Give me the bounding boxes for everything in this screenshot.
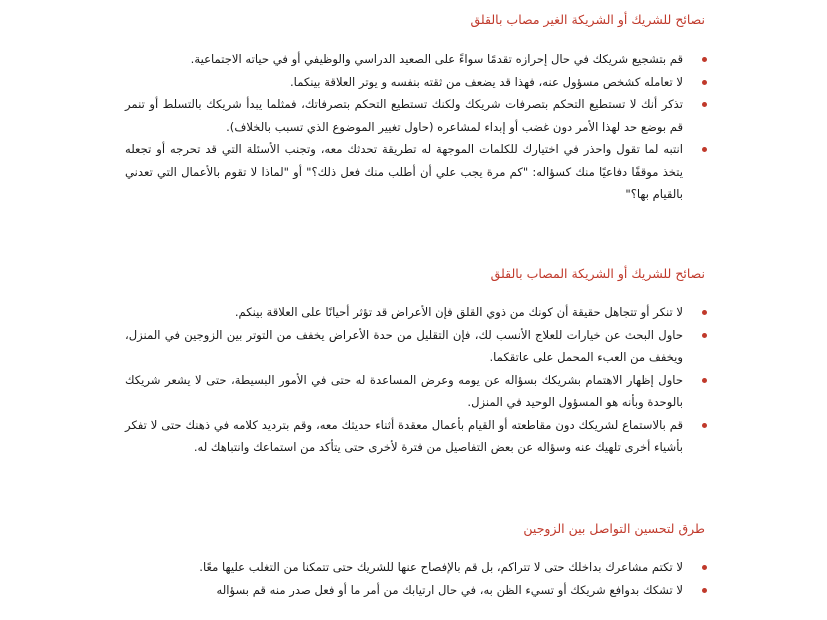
tips-list-anxious-partner	[125, 301, 707, 459]
list-item: لا تنكر أو تتجاهل حقيقة أن كونك من ذوي القلق فإن الأعراض قد تؤثر أحيانًا على العلاقة بينكم.	[125, 301, 707, 324]
list-item: قم بالاستماع لشريكك دون مقاطعته أو القيام بأعمال معقدة أثناء حديثك معه، وقم بترديد كلامه في ذهنك حتى لا تفكر بأشياء أخرى تلهيك عنه وسؤاله عن بعض التفاصيل من فترة لأخرى حتى يتأكد من استماعك وانتباهك له.	[125, 414, 707, 459]
list-item: تذكر أنك لا تستطيع التحكم بتصرفات شريكك ولكنك تستطيع التحكم بتصرفاتك، فمثلما يبدأ شريكك بالتسلط أو تنمر قم بوضع حد لهذا الأمر دون غضب أو إبداء لمشاعره (حاول تغيير الموضوع الذي تسبب بالخلاف).	[125, 93, 707, 138]
list-item: حاول البحث عن خيارات للعلاج الأنسب لك، فإن التقليل من حدة الأعراض يخفف من التوتر بين الزوجين في المنزل، ويخفف من العبء المحمل على عاتقكما.	[125, 324, 707, 369]
list-item: حاول إظهار الاهتمام بشريكك بسؤاله عن يومه وعرض المساعدة له حتى في الأمور البسيطة، حتى لا يشعر شريكك بالوحدة وبأنه هو المسؤول الوحيد في المنزل.	[125, 369, 707, 414]
list-item: لا تشكك بدوافع شريكك أو تسيء الظن به، في حال ارتيابك من أمر ما أو فعل صدر منه قم بسؤاله	[125, 579, 707, 602]
tips-list-non-anxious-partner	[125, 48, 707, 206]
section-heading-communication: طرق لتحسين التواصل بين الزوجين	[523, 521, 705, 536]
list-item: قم بتشجيع شريكك في حال إحرازه تقدمًا سواءً على الصعيد الدراسي والوظيفي أو في حياته الاجتماعية.	[125, 48, 707, 71]
section-heading-non-anxious-partner: نصائح للشريك أو الشريكة الغير مصاب بالقلق	[470, 12, 705, 27]
list-item: لا تعامله كشخص مسؤول عنه، فهذا قد يضعف من ثقته بنفسه و يوتر العلاقة بينكما.	[125, 71, 707, 94]
tips-list-communication	[125, 556, 707, 601]
list-item: لا تكتم مشاعرك بداخلك حتى لا تتراكم، بل قم بالإفصاح عنها للشريك حتى تتمكنا من التغلب عليها معًا.	[125, 556, 707, 579]
section-heading-anxious-partner: نصائح للشريك أو الشريكة المصاب بالقلق	[490, 266, 705, 281]
list-item: انتبه لما تقول واحذر في اختيارك للكلمات الموجهة له تطريقة تحدثك معه، وتجنب الأسئلة التي قد تحرجه أو تجعله يتخذ موقفًا دفاعيًا منك كسؤاله: "كم مرة يجب علي أن أطلب منك فعل ذلك؟" أو "لماذا لا تقوم بالأعمال التي تعدني بالقيام بها؟"	[125, 138, 707, 206]
